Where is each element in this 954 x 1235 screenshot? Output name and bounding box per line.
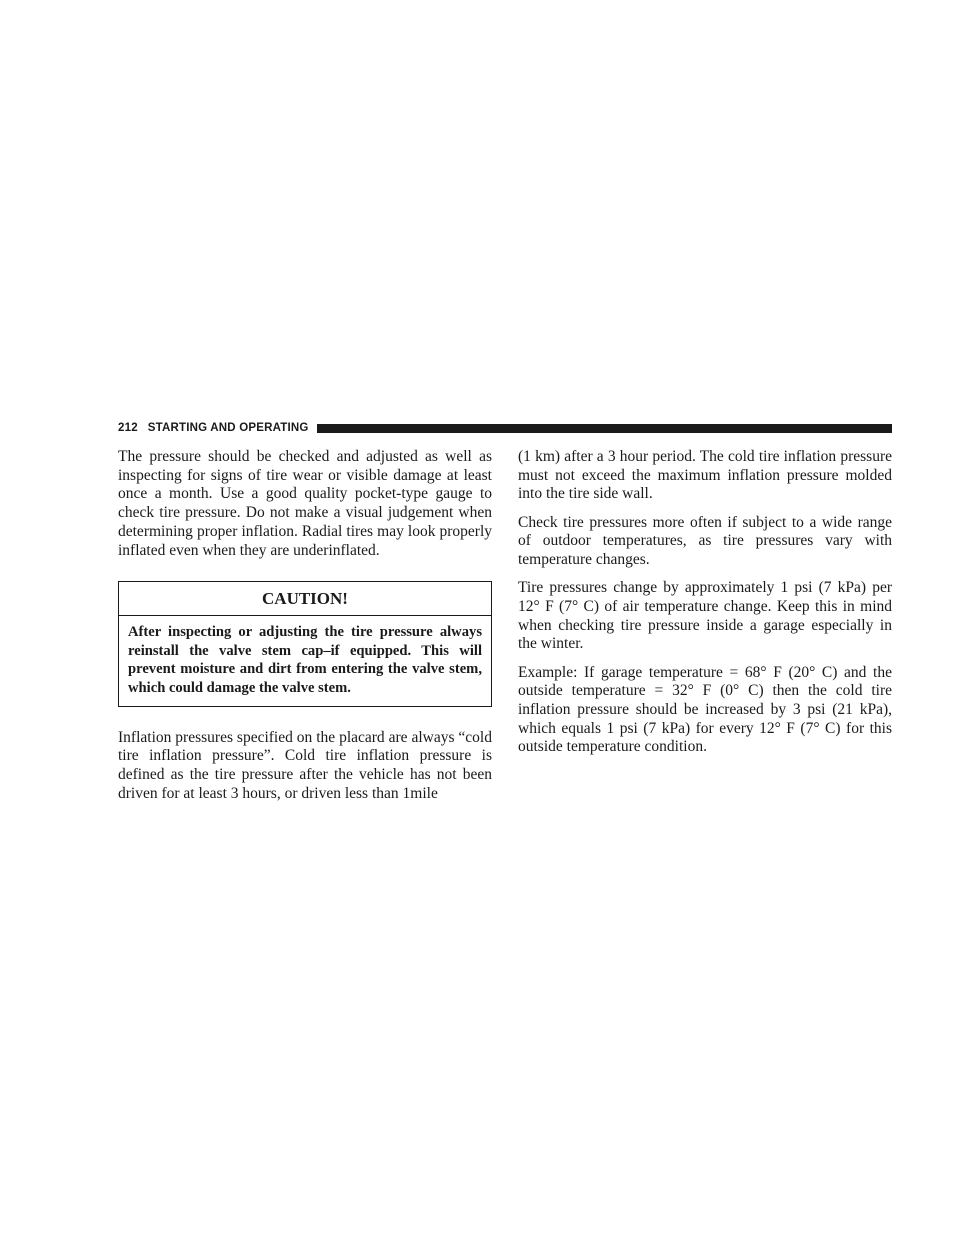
caution-title: CAUTION! <box>119 582 491 616</box>
section-title: STARTING AND OPERATING <box>147 422 309 434</box>
paragraph-temperature-range: Check tire pressures more often if subject to a wide range of outdoor temperatures, as tire pressures vary with temperature changes. <box>518 513 892 569</box>
caution-body: After inspecting or adjusting the tire pressure always reinstall the valve stem cap–if equipped. This will prevent moisture and dirt from entering the valve stem, which could damage the valve stem. <box>128 624 482 696</box>
paragraph-pressure-check: The pressure should be checked and adjusted as well as inspecting for signs of tire wear or visible damage at least once a month. Use a good quality pocket-type gauge to check tire pressure. Do not make a visual judgement when determining proper inflation. Radial tires may look properly inflated even when they are underinflated. <box>118 448 492 559</box>
paragraph-example: Example: If garage temperature = 68° F (20° C) and the outside temperature = 32° F (0° C) then the cold tire inflation pressure should be increased by 3 psi (21 kPa), which equals 1 psi (7 kPa) for every 12° F (7° C) for this outside temperature condition. <box>518 663 892 756</box>
page-header <box>118 420 892 436</box>
paragraph-cold-inflation: Inflation pressures specified on the placard are always “cold tire inflation pressure”. Cold tire inflation pressure is defined as the tire pressure after the vehicle has not been driven for at least 3 hours, or driven less than 1mile <box>118 728 492 802</box>
caution-box <box>118 581 492 706</box>
page-number: 212 <box>118 422 138 434</box>
paragraph-max-inflation: (1 km) after a 3 hour period. The cold tire inflation pressure must not exceed the maximum inflation pressure molded into the tire side wall. <box>518 448 892 503</box>
right-column <box>518 448 892 767</box>
left-column <box>118 448 492 813</box>
paragraph-pressure-change: Tire pressures change by approximately 1 psi (7 kPa) per 12° F (7° C) of air temperature change. Keep this in mind when checking tire pressure inside a garage especially in the winter. <box>518 579 892 653</box>
header-rule <box>317 424 892 433</box>
